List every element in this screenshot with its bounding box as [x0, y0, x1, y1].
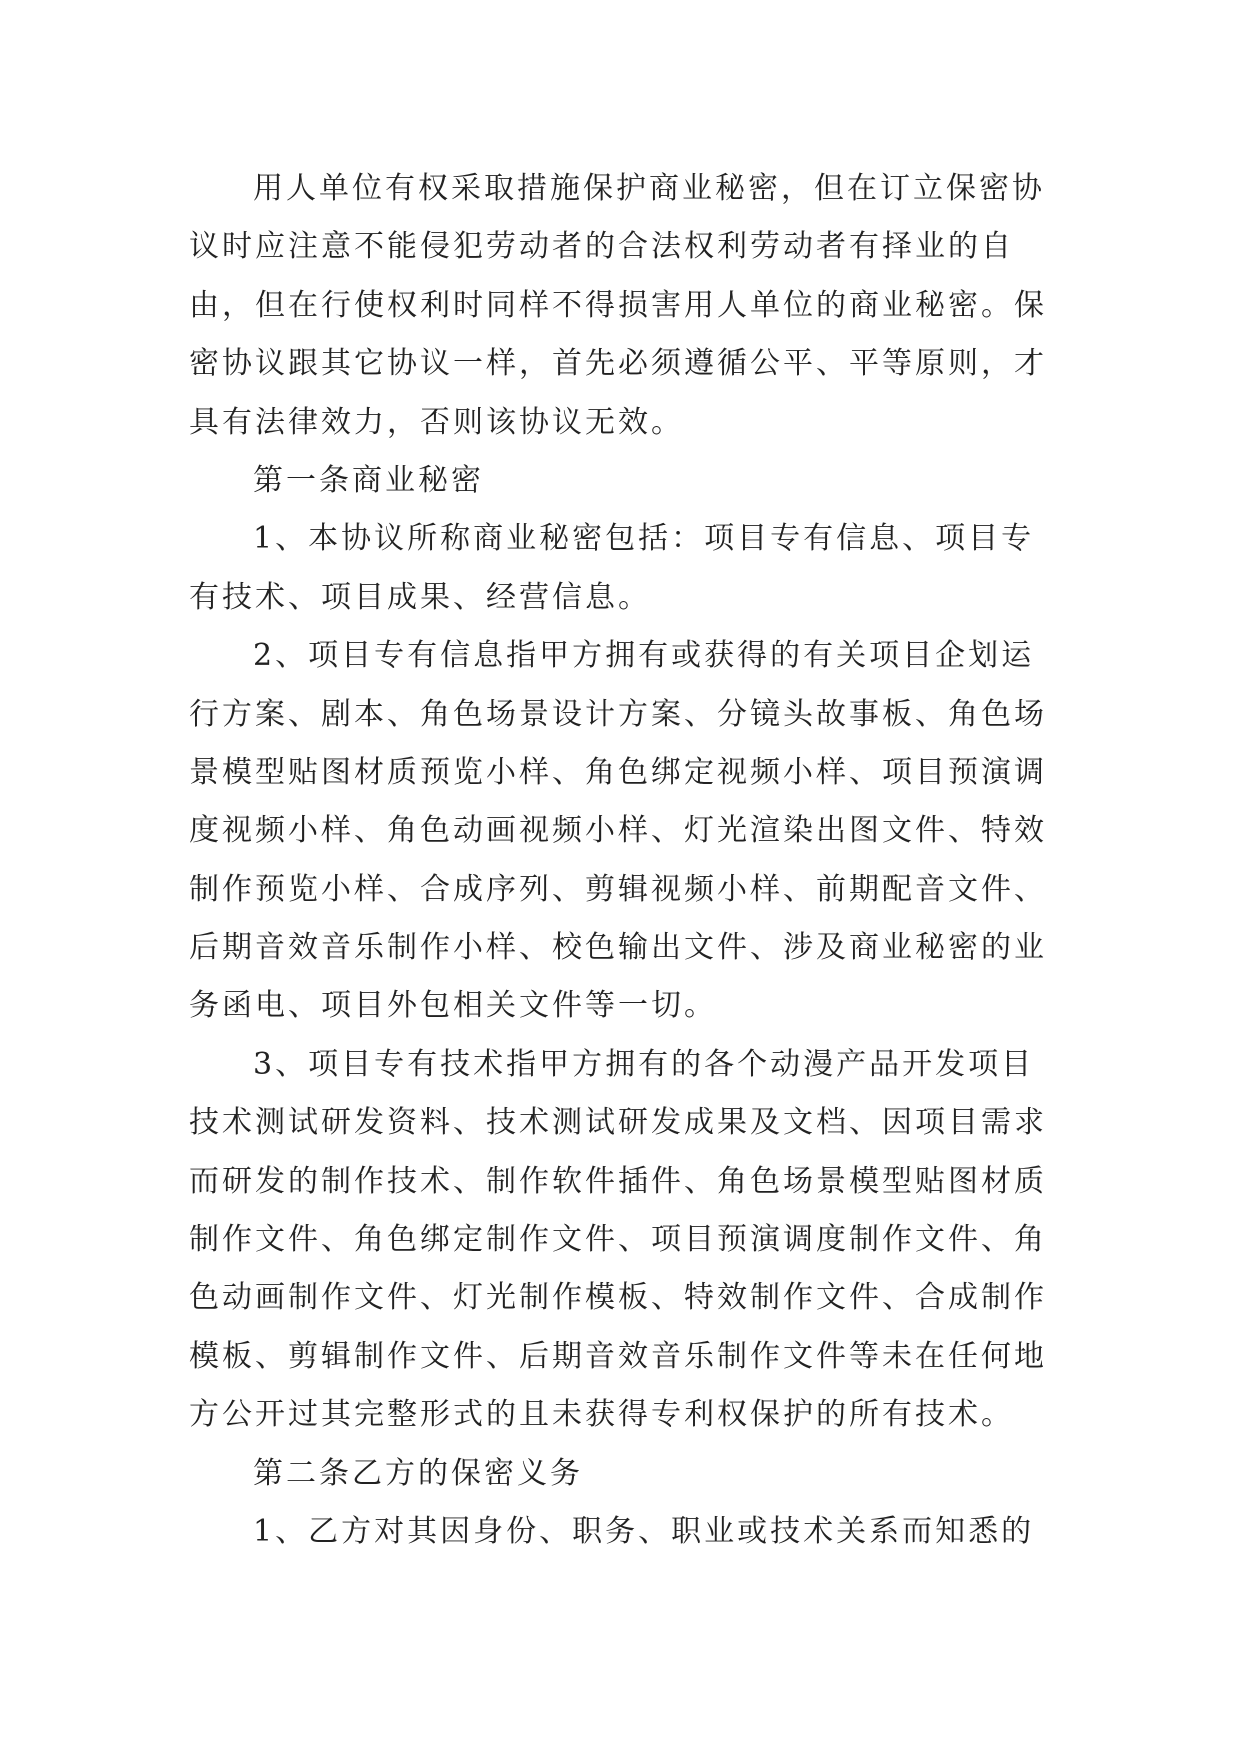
paragraph-line: 技术测试研发资料、技术测试研发成果及文档、因项目需求: [189, 1105, 1047, 1141]
paragraph-line: 议时应注意不能侵犯劳动者的合法权利劳动者有择业的自: [189, 229, 1014, 265]
paragraph-first-line: 1、本协议所称商业秘密包括：项目专有信息、项目专: [253, 521, 1035, 557]
paragraph-line: 有技术、项目成果、经营信息。: [189, 579, 651, 615]
paragraph-first-line: 用人单位有权采取措施保护商业秘密，但在订立保密协: [253, 171, 1045, 206]
paragraph-line: 模板、剪辑制作文件、后期音效音乐制作文件等未在任何地: [189, 1338, 1047, 1374]
paragraph-first-line: 1、乙方对其因身份、职务、职业或技术关系而知悉的: [253, 1513, 1035, 1549]
paragraph-line: 色动画制作文件、灯光制作模板、特效制作文件、合成制作: [189, 1280, 1047, 1316]
paragraph-first-line: 2、项目专有信息指甲方拥有或获得的有关项目企划运: [253, 638, 1035, 674]
paragraph-line: 而研发的制作技术、制作软件插件、角色场景模型贴图材质: [189, 1163, 1047, 1199]
paragraph-first-line: 第一条商业秘密: [253, 462, 484, 498]
paragraph-line: 景模型贴图材质预览小样、角色绑定视频小样、项目预演调: [189, 754, 1047, 790]
paragraph-line: 制作文件、角色绑定制作文件、项目预演调度制作文件、角: [189, 1222, 1047, 1258]
paragraph-line: 务函电、项目外包相关文件等一切。: [189, 988, 717, 1024]
paragraph-line: 密协议跟其它协议一样，首先必须遵循公平、平等原则，才: [189, 346, 1047, 382]
paragraph-line: 度视频小样、角色动画视频小样、灯光渲染出图文件、特效: [189, 813, 1047, 849]
paragraph-line: 具有法律效力，否则该协议无效。: [189, 404, 684, 440]
paragraph-line: 由，但在行使权利时同样不得损害用人单位的商业秘密。保: [189, 287, 1047, 323]
paragraph-line: 行方案、剧本、角色场景设计方案、分镜头故事板、角色场: [189, 696, 1047, 732]
paragraph-first-line: 3、项目专有技术指甲方拥有的各个动漫产品开发项目: [253, 1046, 1035, 1082]
paragraph-line: 制作预览小样、合成序列、剪辑视频小样、前期配音文件、: [189, 871, 1047, 907]
paragraph-first-line: 第二条乙方的保密义务: [253, 1455, 583, 1491]
paragraph-line: 后期音效音乐制作小样、校色输出文件、涉及商业秘密的业: [189, 930, 1047, 966]
paragraph-line: 方公开过其完整形式的且未获得专利权保护的所有技术。: [189, 1397, 1014, 1433]
document-body: [189, 160, 1069, 1561]
